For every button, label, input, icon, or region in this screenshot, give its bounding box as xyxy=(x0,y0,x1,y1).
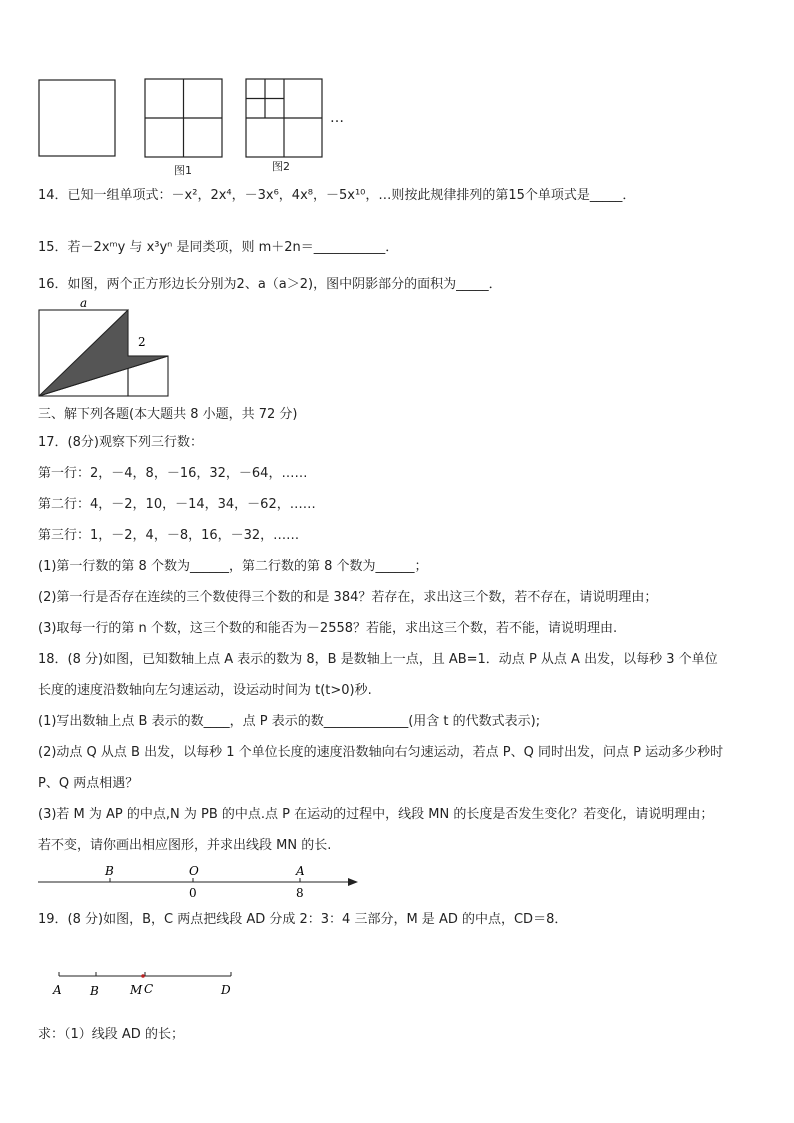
question-16: 16．如图，两个正方形边长分别为2、a（a＞2)，图中阴影部分的面积为_____． xyxy=(38,277,502,292)
question-17-row1: 第一行：2，－4，8，－16，32，－64，…… xyxy=(38,466,308,481)
question-19-ask: 求：（1）线段 AD 的长； xyxy=(38,1027,184,1042)
question-18-part3-line1: (3)若 M 为 AP 的中点,N 为 PB 的中点.点 P 在运动的过程中，线段 MN 的长度是否发生变化？若变化，请说明理由； xyxy=(38,807,714,822)
fig1-caption: 图1 xyxy=(174,164,192,177)
question-17-row2: 第二行：4，－2，10，－14，34，－62，…… xyxy=(38,497,316,512)
point-m: M xyxy=(130,983,143,997)
question-18-part3-line2: 若不变，请你画出相应图形，并求出线段 MN 的长. xyxy=(38,838,332,853)
question-14: 14．已知一组单项式：－x²，2x⁴，－3x⁶，4x⁸，－5x¹⁰，…则按此规律排列的第15个单项式是_____． xyxy=(38,188,636,203)
fig2-caption: 图2 xyxy=(272,160,290,173)
question-16-figure xyxy=(30,296,180,402)
square-fig2 xyxy=(246,79,322,157)
point-o-label: O xyxy=(189,864,199,878)
question-18-part1: (1)写出数轴上点 B 表示的数____，点 P 表示的数_____________(用含 t 的代数式表示); xyxy=(38,714,541,729)
question-18-stem-line2: 长度的速度沿数轴向左匀速运动，设运动时间为 t(t>0)秒. xyxy=(38,683,372,698)
point-a: A xyxy=(53,983,62,997)
label-2: 2 xyxy=(138,335,146,349)
point-d: D xyxy=(221,983,231,997)
point-c: C xyxy=(144,982,154,996)
point-b: B xyxy=(90,984,99,998)
question-17-part1: (1)第一行数的第 8 个数为______，第二行数的第 8 个数为______； xyxy=(38,559,428,574)
question-18-stem-line1: 18．(8 分)如图，已知数轴上点 A 表示的数为 8，B 是数轴上一点，且 AB=1．动点 P 从点 A 出发，以每秒 3 个单位 xyxy=(38,652,718,667)
square-fig0 xyxy=(39,80,115,156)
question-19-stem: 19．(8 分)如图，B，C 两点把线段 AD 分成 2：3：4 三部分，M 是 AD 的中点，CD＝8． xyxy=(38,912,568,927)
tick-zero-label: 0 xyxy=(189,886,197,900)
point-a-label: A xyxy=(296,864,305,878)
point-b-label: B xyxy=(105,864,114,878)
question-18-part2-line1: (2)动点 Q 从点 B 出发，以每秒 1 个单位长度的速度沿数轴向右匀速运动，若点 P、Q 同时出发，问点 P 运动多少秒时 xyxy=(38,745,724,760)
square-pattern-figures xyxy=(0,0,794,180)
label-a: a xyxy=(80,296,88,310)
question-17-part3: (3)取每一行的第 n 个数，这三个数的和能否为－2558？若能，求出这三个数，若不能，请说明理由. xyxy=(38,621,618,636)
question-17-row3: 第三行：1，－2，4，－8，16，－32，…… xyxy=(38,528,300,543)
question-15: 15．若－2xᵐy 与 x³yⁿ 是同类项，则 m＋2n＝___________． xyxy=(38,240,399,255)
question-17-stem: 17．(8分)观察下列三行数： xyxy=(38,435,203,450)
figures-ellipsis: … xyxy=(330,110,344,126)
question-17-part2: (2)第一行是否存在连续的三个数使得三个数的和是 384？若存在，求出这三个数，若不存在，请说明理由； xyxy=(38,590,658,605)
section-3-heading: 三、解下列各题(本大题共 8 小题，共 72 分) xyxy=(38,407,298,422)
square-fig1 xyxy=(145,79,222,157)
question-18-part2-line2: P、Q 两点相遇？ xyxy=(38,776,139,791)
tick-eight-label: 8 xyxy=(296,886,304,900)
number-line-figure xyxy=(30,862,370,902)
segment-figure xyxy=(45,965,245,1001)
